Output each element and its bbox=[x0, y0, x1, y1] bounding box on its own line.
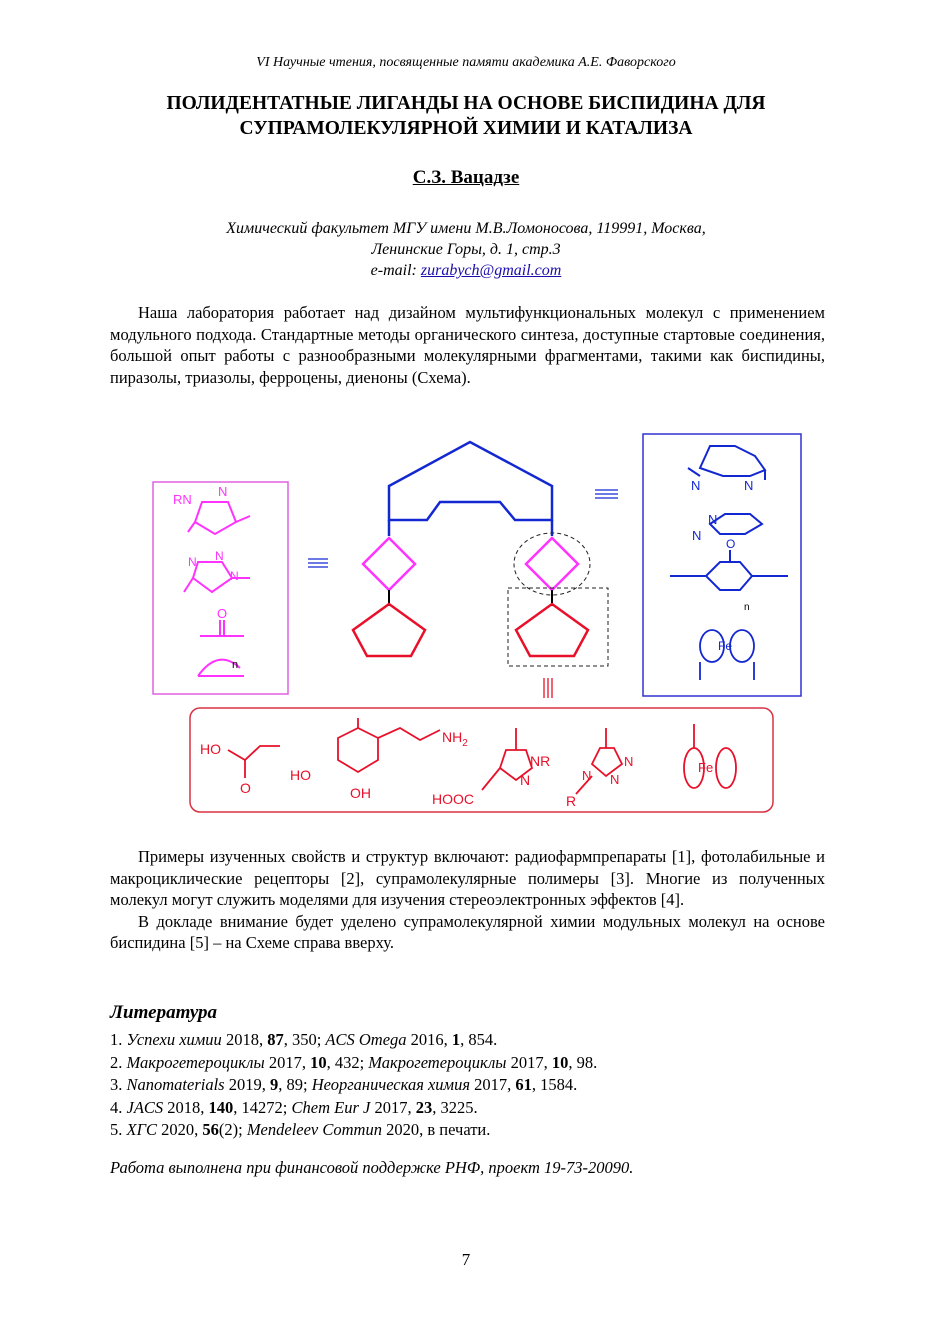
reference-item: 5. ХГС 2020, 56(2); Mendeleev Commun 2020, в печати. bbox=[110, 1120, 491, 1139]
catechol-structure bbox=[338, 718, 440, 772]
bottom-module-box bbox=[190, 708, 773, 812]
hooc-label: HOOC bbox=[432, 791, 474, 807]
title-line-1: ПОЛИДЕНТАТНЫЕ ЛИГАНДЫ НА ОСНОВЕ БИСПИДИНА ДЛЯ bbox=[166, 93, 766, 114]
triazole-bottom-n2-label: N bbox=[624, 754, 634, 769]
amine-nh2-label: $NH_2$ bbox=[442, 729, 468, 749]
references-heading: Литература bbox=[110, 1002, 218, 1023]
pyrazole-rn-label: RN bbox=[173, 492, 192, 507]
ferrocene-fe-label: Fe bbox=[718, 639, 733, 653]
bispidine1-n2-label: N bbox=[744, 478, 754, 493]
terminal-pentagons bbox=[353, 604, 588, 656]
reference-item: 3. Nanomaterials 2019, 9, 89; Неорганическая химия 2017, 61, 1584. bbox=[110, 1075, 578, 1094]
ferrocene-bottom-structure bbox=[684, 724, 736, 788]
dienone-structure bbox=[670, 550, 788, 590]
bispidine-core bbox=[389, 442, 552, 536]
pyrazole-n-label: N bbox=[218, 484, 228, 499]
email-line bbox=[0, 260, 932, 281]
dienone-o-label: O bbox=[726, 537, 736, 551]
affiliation-line-2: Ленинские Горы, д. 1, стр.3 bbox=[371, 241, 561, 258]
dashed-box-highlight bbox=[508, 588, 608, 666]
triazole-bottom-n3-label: N bbox=[610, 772, 620, 787]
reference-item: 1. Успехи химии 2018, 87, 350; ACS Omega 2016, 1, 854. bbox=[110, 1030, 498, 1049]
pyrazole-n-label-bottom: N bbox=[520, 772, 531, 788]
left-module-box bbox=[153, 482, 288, 694]
intro-paragraph bbox=[110, 302, 825, 388]
scheme-figure bbox=[140, 428, 820, 820]
title-line-2: СУПРАМОЛЕКУЛЯРНОЙ ХИМИИ И КАТАЛИЗА bbox=[239, 118, 693, 139]
ketone-o-label: O bbox=[217, 606, 228, 621]
body-paragraph-1: Примеры изученных свойств и структур включают: радиофармпрепараты [1], фотолабильные и макроциклические рецепторы [2], супрамолекулярные полимеры [3]. Многие из полученных молекул могут служить моделями для изучения стереоэлектронных эффектов [4]. bbox=[110, 847, 825, 909]
body-paragraphs bbox=[110, 846, 825, 954]
triazole-bottom-n1-label: N bbox=[582, 768, 592, 783]
email-link[interactable]: zurabych@gmail.com bbox=[420, 262, 562, 279]
acid-structure bbox=[228, 746, 280, 778]
body-paragraph-2: В докладе внимание будет уделено супрамолекулярной химии модульных молекул на основе биспидина [5] – на Схеме справа вверху. bbox=[110, 911, 825, 952]
intro-text: Наша лаборатория работает над дизайном мультифункциональных молекул с применением модульного подхода. Стандартные методы органического синтеза, доступные стартовые соединения, большой опыт работы с разнообразными молекулярными фрагментами, такими как биспидины, пиразолы, триазолы, ферроцены, диеноны (Схема). bbox=[110, 303, 825, 387]
acid-o-label: O bbox=[240, 780, 251, 796]
ferrocene-bottom-fe-label: Fe bbox=[698, 760, 714, 775]
acknowledgment: Работа выполнена при финансовой поддержке РНФ, проект 19-73-20090. bbox=[110, 1158, 634, 1177]
running-header: VI Научные чтения, посвященные памяти академика А.Е. Фаворского bbox=[256, 55, 676, 70]
bispidine-structure-2 bbox=[710, 514, 762, 534]
bispidine2-n1-label: N bbox=[692, 528, 702, 543]
email-label: e-mail: bbox=[370, 262, 421, 279]
references-list bbox=[110, 1029, 597, 1142]
dienone-n-label: n bbox=[744, 602, 750, 613]
ferrocene-pair-structure bbox=[700, 630, 754, 680]
page-number: 7 bbox=[461, 1250, 471, 1269]
ketone-structure bbox=[200, 620, 244, 636]
bispidine-structure-1 bbox=[688, 446, 765, 480]
triazole-r-label: R bbox=[566, 793, 577, 809]
catechol-oh-label: OH bbox=[350, 785, 371, 801]
equiv-bottom bbox=[544, 678, 552, 698]
spacer-rhombs bbox=[363, 538, 578, 590]
pyrazole-structure bbox=[188, 502, 250, 534]
ring-n-label: n bbox=[232, 659, 239, 671]
pyrazole-nr-label: NR bbox=[530, 753, 551, 769]
equiv-left bbox=[308, 559, 328, 567]
right-module-box bbox=[643, 434, 801, 696]
affiliation-line-1: Химический факультет МГУ имени М.В.Ломоносова, 119991, Москва, bbox=[226, 220, 706, 237]
reference-item: 2. Макрогетероциклы 2017, 10, 432; Макрогетероциклы 2017, 10, 98. bbox=[110, 1052, 598, 1072]
catechol-ho-label: HO bbox=[290, 767, 311, 783]
bispidine1-n1-label: N bbox=[691, 478, 701, 493]
triazole-n2-label: N bbox=[215, 549, 224, 563]
acid-ho-label: HO bbox=[200, 741, 221, 757]
author bbox=[0, 167, 932, 189]
author-name: С.З. Вацадзе bbox=[412, 167, 520, 188]
bispidine2-n2-label: N bbox=[708, 512, 718, 527]
affiliation bbox=[0, 218, 932, 281]
equiv-right bbox=[595, 490, 618, 498]
paper-title bbox=[0, 91, 932, 141]
reference-item: 4. JACS 2018, 140, 14272; Chem Eur J 2017, 23, 3225. bbox=[110, 1097, 478, 1117]
triazole-n1-label: N bbox=[188, 555, 197, 569]
triazole-n3-label: N bbox=[230, 569, 239, 583]
